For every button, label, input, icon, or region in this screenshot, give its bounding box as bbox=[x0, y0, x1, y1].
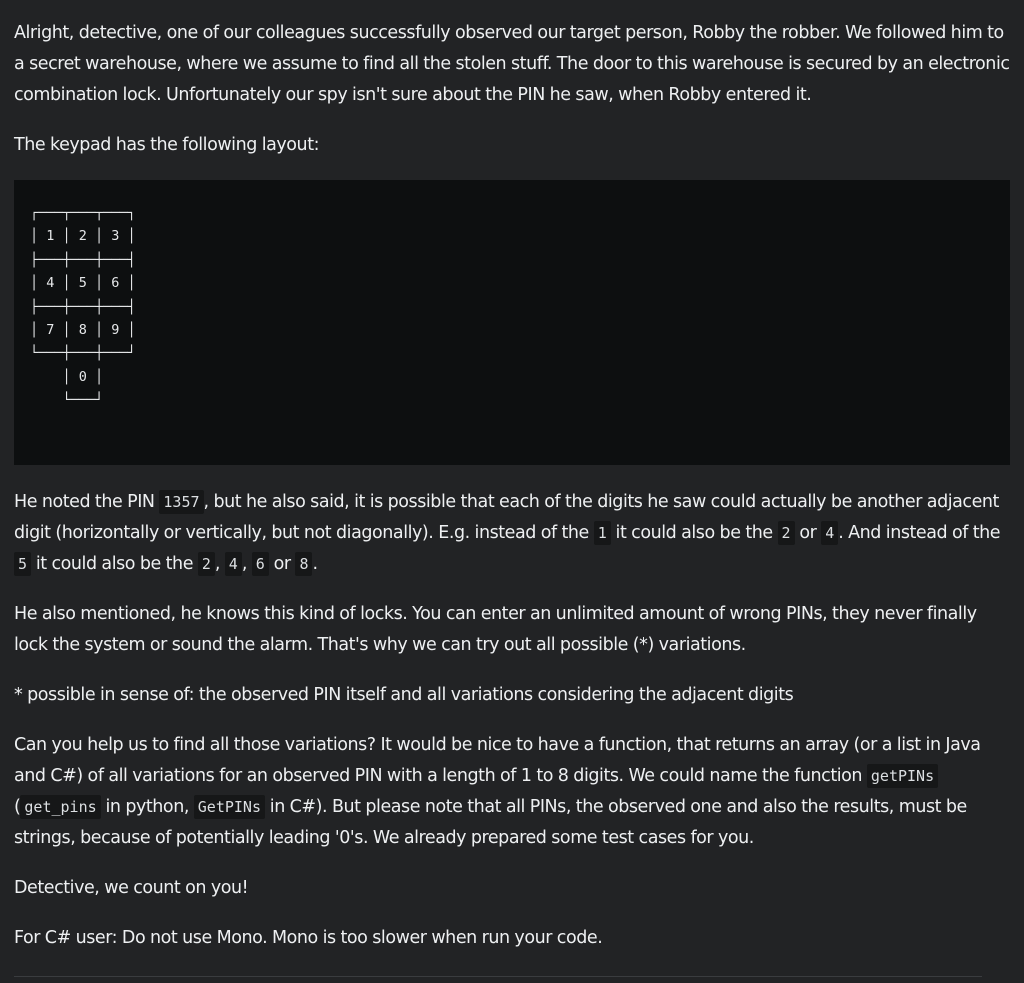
inline-code: 6 bbox=[252, 552, 269, 576]
text-segment: Can you help us to find all those variations? It would be nice to have a function, that returns an array (or a list in Java and C#) of all variations for an observed PIN with a length of 1 to 8 digits. We could name the function bbox=[14, 735, 981, 786]
inline-code: getPINs bbox=[867, 764, 938, 788]
text-segment: . And instead of the bbox=[838, 523, 1001, 543]
text-segment: , bbox=[241, 554, 252, 574]
text-segment: ( bbox=[14, 797, 21, 817]
inline-code: 5 bbox=[14, 552, 31, 576]
inline-code: 2 bbox=[778, 521, 795, 545]
inline-code: 1357 bbox=[159, 490, 203, 514]
inline-code: 2 bbox=[198, 552, 215, 576]
text-segment: , but he also said, it is possible that each of the digits he saw could actually be another adjacent digit (horizontally or vertically, but not diagonally). E.g. instead of the bbox=[14, 492, 999, 543]
inline-code: get_pins bbox=[20, 795, 100, 819]
inline-code: 1 bbox=[594, 521, 611, 545]
text-segment: or bbox=[268, 554, 296, 574]
text-segment: , bbox=[214, 554, 225, 574]
text-segment: it could also be the bbox=[31, 554, 198, 574]
inline-code: 4 bbox=[225, 552, 242, 576]
task-paragraph bbox=[14, 730, 1010, 854]
inline-code: GetPINs bbox=[194, 795, 265, 819]
kata-description bbox=[14, 18, 1010, 973]
intro-paragraph: Alright, detective, one of our colleagues successfully observed our target person, Robby the robber. We followed him to a secret warehouse, where we assume to find all the stolen stuff. The door to this warehouse is secured by an electronic combination lock. Unfortunately our spy isn't sure about the PIN he saw, when Robby entered it. bbox=[14, 23, 1010, 105]
text-segment: . bbox=[312, 554, 318, 574]
text-segment: it could also be the bbox=[610, 523, 778, 543]
pin-paragraph bbox=[14, 487, 1010, 580]
text-segment: or bbox=[794, 523, 822, 543]
csharp-note-paragraph: For C# user: Do not use Mono. Mono is too slower when run your code. bbox=[14, 928, 603, 948]
keypad-layout: ┌───┬───┬───┐ │ 1 │ 2 │ 3 │ ├───┼───┼───┤ │ 4 │ 5 │ 6 │ ├───┼───┼───┤ │ 7 │ 8 │ 9 │ └───┼───┼───┘ │ 0 │ └───┘ bbox=[30, 205, 136, 409]
text-segment: He noted the PIN bbox=[14, 492, 160, 512]
text-segment: in C#). But please note that all PINs, the observed one and also the results, must be strings, because of potentially leading '0's. We already prepared some test cases for you. bbox=[14, 797, 967, 848]
locks-paragraph: He also mentioned, he knows this kind of locks. You can enter an unlimited amount of wrong PINs, they never finally lock the system or sound the alarm. That's why we can try out all possible (*) variations. bbox=[14, 604, 977, 655]
closing-paragraph: Detective, we count on you! bbox=[14, 878, 249, 898]
footnote-paragraph: * possible in sense of: the observed PIN itself and all variations considering the adjacent digits bbox=[14, 685, 794, 705]
keypad-code-block bbox=[14, 180, 1010, 465]
keypad-intro: The keypad has the following layout: bbox=[14, 135, 320, 155]
text-segment: in python, bbox=[100, 797, 194, 817]
bottom-divider bbox=[14, 976, 982, 977]
inline-code: 4 bbox=[821, 521, 838, 545]
inline-code: 8 bbox=[295, 552, 312, 576]
